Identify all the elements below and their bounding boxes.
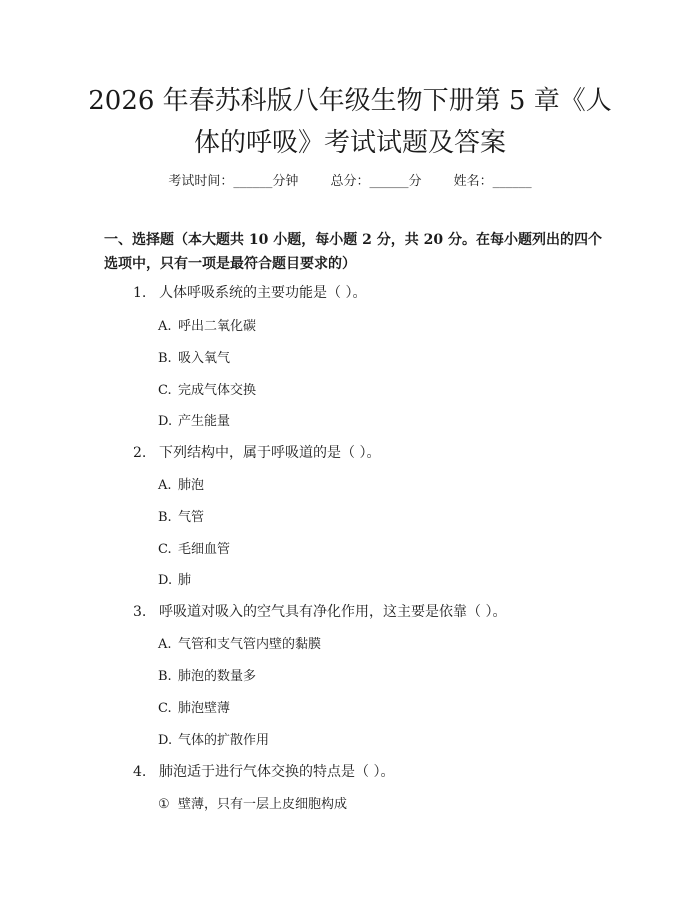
option xyxy=(158,410,230,429)
option-text: 肺泡的数量多 xyxy=(178,669,257,684)
question-2 xyxy=(133,442,380,462)
option-text: 壁薄，只有一层上皮细胞构成 xyxy=(178,797,348,812)
question-number: 4. xyxy=(133,764,147,780)
option-letter: B. xyxy=(158,669,172,684)
option xyxy=(158,506,204,525)
option-letter: D. xyxy=(158,414,173,429)
question-text: 肺泡适于进行气体交换的特点是（ ）。 xyxy=(159,764,395,780)
option xyxy=(158,793,347,812)
option xyxy=(158,538,230,557)
option-letter: D. xyxy=(158,733,173,748)
option-letter: B. xyxy=(158,351,172,366)
option xyxy=(158,697,230,716)
option-text: 气体的扩散作用 xyxy=(178,733,270,748)
option-text: 产生能量 xyxy=(178,414,231,429)
option-text: 毛细血管 xyxy=(178,542,231,557)
question-3 xyxy=(133,601,506,621)
exam-info xyxy=(0,170,700,189)
option xyxy=(158,633,321,652)
question-text: 下列结构中，属于呼吸道的是（ ）。 xyxy=(159,445,381,461)
question-number: 2. xyxy=(133,445,147,461)
option xyxy=(158,347,230,366)
title-line-2: 体的呼吸》考试试题及答案 xyxy=(193,128,506,158)
option-letter: A. xyxy=(158,637,172,652)
option-letter: D. xyxy=(158,573,173,588)
option-text: 肺泡壁薄 xyxy=(178,701,231,716)
option-text: 肺 xyxy=(178,573,192,588)
option-letter: C. xyxy=(158,383,172,398)
question-1 xyxy=(133,282,366,302)
option-letter: A. xyxy=(158,319,172,334)
option xyxy=(158,665,256,684)
option xyxy=(158,569,191,588)
exam-name: 姓名：______ xyxy=(453,174,532,189)
option-letter: A. xyxy=(158,478,172,493)
section-heading: 一、选择题（本大题共 10 小题，每小题 2 分，共 20 分。在每小题列出的四个选项中，只有一项是最符合题目要求的） xyxy=(104,232,602,272)
option-text: 完成气体交换 xyxy=(178,383,257,398)
title-line-1: 2026 年春苏科版八年级生物下册第 5 章《人 xyxy=(88,86,612,116)
option-text: 气管和支气管内壁的黏膜 xyxy=(178,637,322,652)
option-text: 气管 xyxy=(178,510,205,525)
option-text: 吸入氧气 xyxy=(178,351,231,366)
option-letter: C. xyxy=(158,542,172,557)
page-title xyxy=(60,80,640,164)
option xyxy=(158,474,204,493)
question-text: 呼吸道对吸入的空气具有净化作用，这主要是依靠（ ）。 xyxy=(159,604,507,620)
question-4 xyxy=(133,761,394,781)
option xyxy=(158,729,269,748)
option xyxy=(158,315,256,334)
exam-time: 考试时间：______分钟 xyxy=(168,174,299,189)
question-number: 1. xyxy=(133,285,147,301)
exam-score: 总分：______分 xyxy=(330,174,422,189)
question-text: 人体呼吸系统的主要功能是（ ）。 xyxy=(159,285,367,301)
option-letter: C. xyxy=(158,701,172,716)
option-letter: B. xyxy=(158,510,172,525)
option-text: 呼出二氧化碳 xyxy=(178,319,257,334)
option-letter: ① xyxy=(158,797,170,812)
option xyxy=(158,379,256,398)
question-number: 3. xyxy=(133,604,147,620)
option-text: 肺泡 xyxy=(178,478,205,493)
